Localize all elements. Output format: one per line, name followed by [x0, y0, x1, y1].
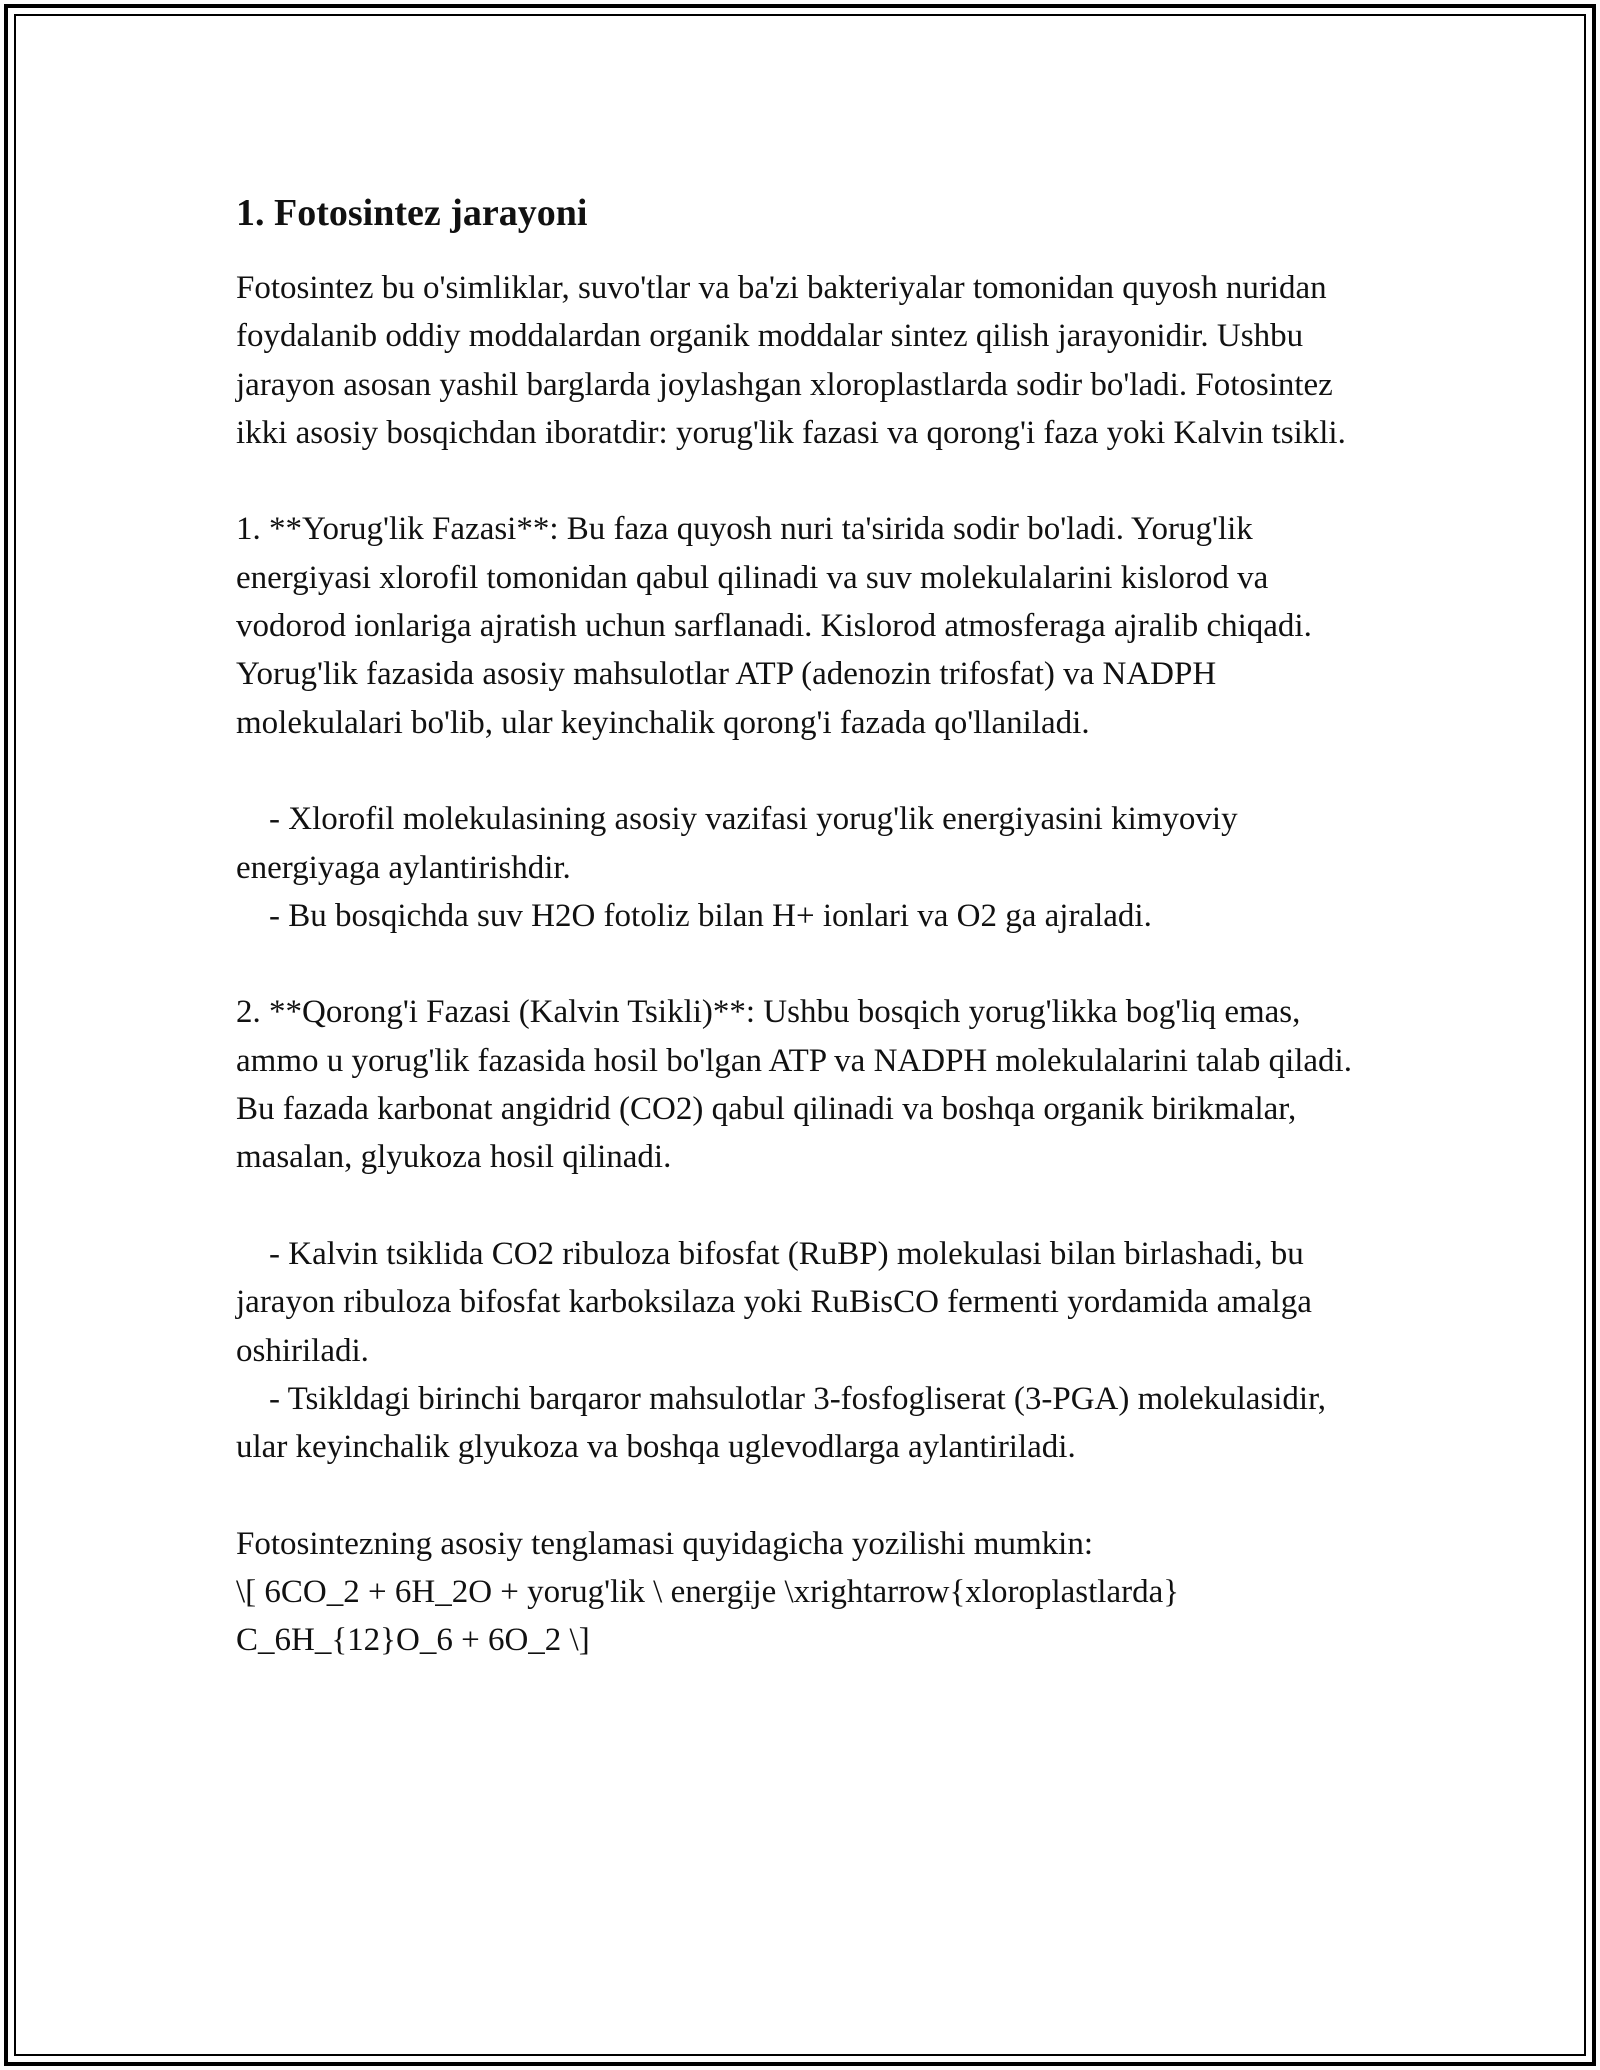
- document-title: 1. Fotosintez jarayoni: [236, 192, 588, 234]
- equation-paragraph: Fotosintezning asosiy tenglamasi quyidagicha yozilishi mumkin: \[ 6CO_2 + 6H_2O + yorug'lik \ energije \xrightarrow{xloroplastlarda} C_6H_{12}O_6 + 6O_2 \]: [236, 1525, 1180, 1659]
- document-body: [236, 184, 1366, 1665]
- spacer: [236, 457, 1366, 505]
- spacer: [236, 1471, 1366, 1519]
- intro-paragraph: Fotosintez bu o'simliklar, suvo'tlar va ba'zi bakteriyalar tomonidan quyosh nuridan foydalanib oddiy moddalardan organik moddalar sintez qilish jarayonidir. Ushbu jarayon asosan yashil barglarda joylashgan xloroplastlarda sodir bo'ladi. Fotosintez ikki asosiy bosqichdan iboratdir: yorug'lik fazasi va qorong'i faza yoki Kalvin tsikli.: [236, 270, 1346, 451]
- spacer: [236, 940, 1366, 988]
- light-phase-paragraph: 1. **Yorug'lik Fazasi**: Bu faza quyosh nuri ta'sirida sodir bo'ladi. Yorug'lik energiyasi xlorofil tomonidan qabul qilinadi va suv molekulalarini kislorod va vodorod ionlariga ajratish uchun sarflanadi. Kislorod atmosferaga ajralib chiqadi. Yorug'lik fazasida asosiy mahsulotlar ATP (adenozin trifosfat) va NADPH molekulalari bo'lib, ular keyinchalik qorong'i fazada qo'llaniladi.: [236, 511, 1319, 741]
- spacer: [236, 1182, 1366, 1230]
- dark-phase-paragraph: 2. **Qorong'i Fazasi (Kalvin Tsikli)**: Ushbu bosqich yorug'likka bog'liq emas, ammo u yorug'lik fazasida hosil bo'lgan ATP va NADPH molekulalarini talab qiladi. Bu fazada karbonat angidrid (CO2) qabul qilinadi va boshqa organik birikmalar, masalan, glyukoza hosil qilinadi.: [236, 994, 1361, 1176]
- dark-phase-bullets: - Kalvin tsiklida CO2 ribuloza bifosfat (RuBP) molekulasi bilan birlashadi, bu jarayon ribuloza bifosfat karboksilaza yoki RuBisCO fermenti yordamida amalga oshiriladi. - Tsikldagi birinchi barqaror mahsulotlar 3-fosfogliserat (3-PGA) molekulasidir, ular keyinchalik glyukoza va boshqa uglevodlarga aylantiriladi.: [236, 1235, 1327, 1466]
- light-phase-bullets: - Xlorofil molekulasining asosiy vazifasi yorug'lik energiyasini kimyoviy energiyaga aylantirishdir. - Bu bosqichda suv H2O fotoliz bilan H+ ionlari va O2 ga ajraladi.: [236, 801, 1238, 934]
- spacer: [236, 747, 1366, 795]
- spacer: [236, 242, 1366, 264]
